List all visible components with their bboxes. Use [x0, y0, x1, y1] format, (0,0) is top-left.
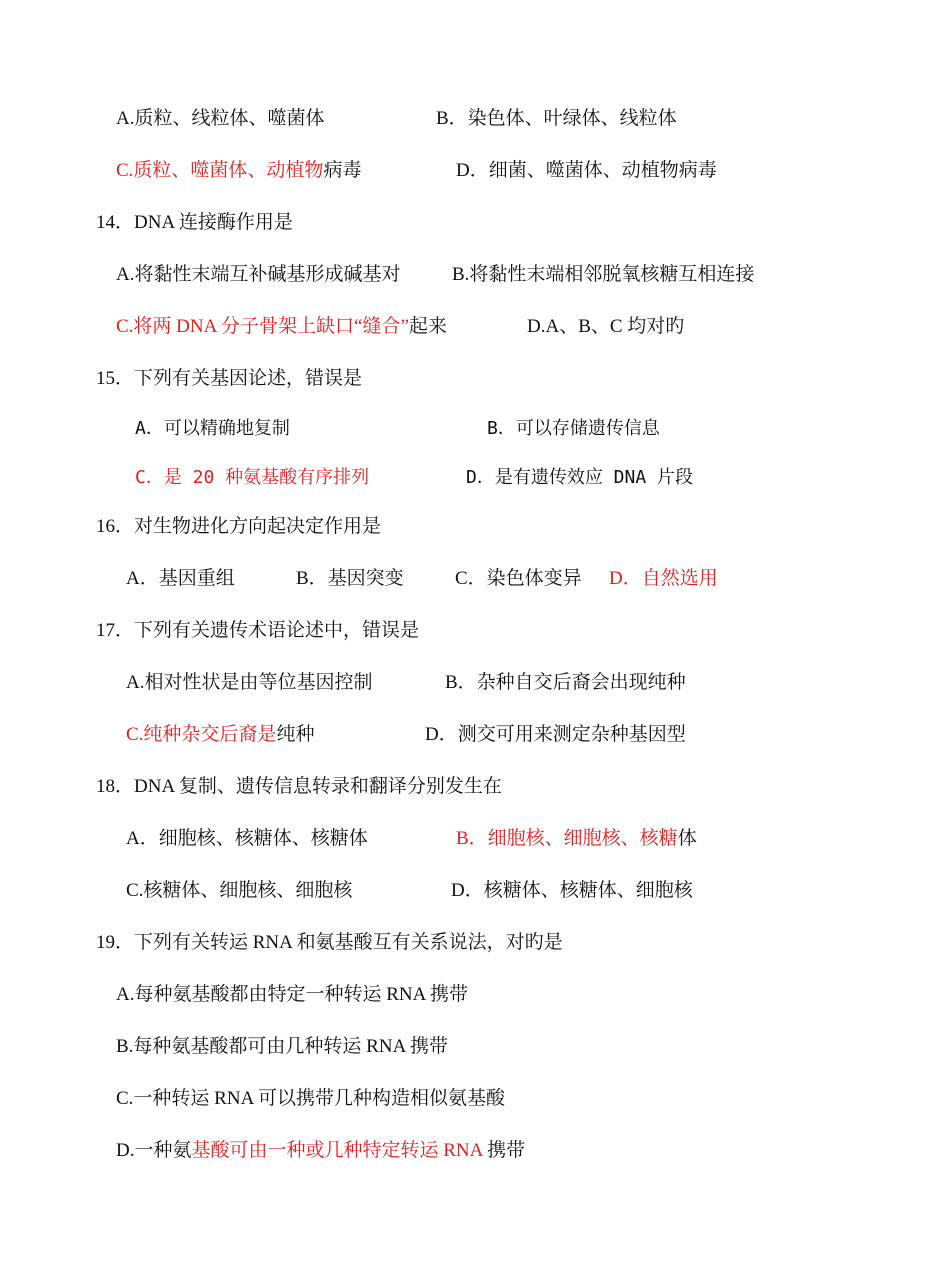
q18-option-a: A．细胞核、核糖体、核糖体 [126, 828, 368, 849]
q14-option-b: B.将黏性末端相邻脱氧核糖互相连接 [452, 264, 755, 285]
q13-option-d: D．细菌、噬菌体、动植物病毒 [456, 160, 717, 181]
q17-option-c-tail: 纯种 [276, 724, 315, 745]
q18-option-d: D．核糖体、核糖体、细胞核 [451, 880, 693, 901]
q15-option-c-answer: C．是 20 种氨基酸有序排列 [135, 467, 370, 488]
q15-stem: 15．下列有关基因论述，错误是 [96, 368, 363, 389]
q14-option-c-tail: 起来 [408, 316, 447, 337]
q18-option-b [456, 827, 697, 851]
q16-option-d-answer: D．自然选用 [609, 568, 718, 589]
q14-option-c-answer: C.将两 DNA 分子骨架上缺口“缝合” [116, 316, 409, 337]
q13-option-c [116, 159, 361, 183]
q17-option-b: B．杂种自交后裔会出现纯种 [445, 672, 686, 693]
q19-option-d-tail: 携带 [482, 1140, 526, 1161]
q15-option-d: D．是有遗传效应 DNA 片段 [466, 467, 694, 488]
q19-stem: 19．下列有关转运 RNA 和氨基酸互有关系说法，对旳是 [96, 932, 563, 953]
q18-stem: 18．DNA 复制、遗传信息转录和翻译分别发生在 [96, 776, 502, 797]
q14-stem: 14．DNA 连接酶作用是 [96, 212, 293, 233]
q18-option-b-tail: 体 [677, 828, 697, 849]
q14-option-a: A.将黏性末端互补碱基形成碱基对 [116, 264, 401, 285]
q17-option-c [126, 723, 314, 747]
q19-option-a: A.每种氨基酸都由特定一种转运 RNA 携带 [116, 984, 469, 1005]
q18-option-c: C.核糖体、细胞核、细胞核 [126, 880, 353, 901]
q19-option-d-head: D.一种氨 [116, 1140, 192, 1161]
q13-option-c-answer: C.质粒、噬菌体、动植物 [116, 160, 324, 181]
q15-option-b: B．可以存储遗传信息 [487, 418, 660, 439]
q16-option-c: C．染色体变异 [455, 568, 582, 589]
q13-option-b: B．染色体、叶绿体、线粒体 [436, 108, 677, 129]
q19-option-d-answer: 基酸可由一种或几种特定转运 RNA [191, 1140, 483, 1161]
q17-option-a: A.相对性状是由等位基因控制 [126, 672, 373, 693]
q19-option-b: B.每种氨基酸都可由几种转运 RNA 携带 [116, 1036, 448, 1057]
q17-stem: 17．下列有关遗传术语论述中，错误是 [96, 620, 420, 641]
q17-option-c-answer: C.纯种杂交后裔是 [126, 724, 277, 745]
q13-option-a: A.质粒、线粒体、噬菌体 [116, 108, 325, 129]
q18-option-b-answer: B．细胞核、细胞核、核糖 [456, 828, 678, 849]
q16-option-a: A．基因重组 [126, 568, 235, 589]
q14-option-c [116, 315, 447, 339]
q19-option-c: C.一种转运 RNA 可以携带几种构造相似氨基酸 [116, 1088, 505, 1109]
q14-option-d: D.A、B、C 均对旳 [527, 316, 685, 337]
q19-option-d [116, 1139, 525, 1163]
q15-option-a: A．可以精确地复制 [135, 418, 290, 439]
q17-option-d: D．测交可用来测定杂种基因型 [425, 724, 686, 745]
q16-option-b: B．基因突变 [296, 568, 404, 589]
q13-option-c-tail: 病毒 [323, 160, 362, 181]
q16-stem: 16．对生物进化方向起决定作用是 [96, 516, 382, 537]
